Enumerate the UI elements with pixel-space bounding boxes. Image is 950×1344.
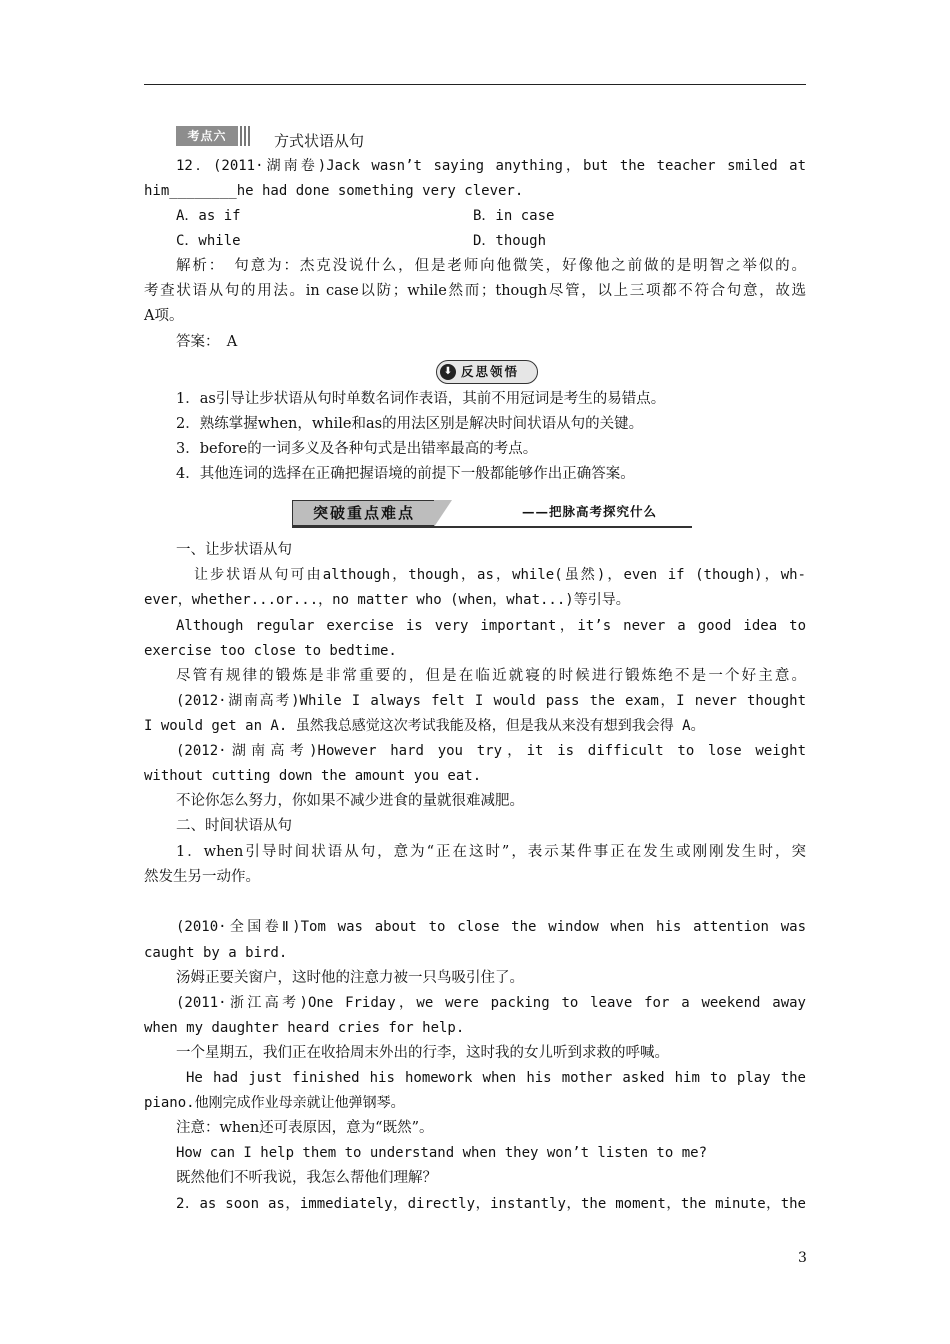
reflection-item-4: 4．其他连词的选择在正确把握语境的前提下一般都能够作出正确答案。	[176, 466, 635, 482]
part2-point-1b: 然发生另一动作。	[144, 869, 260, 885]
part1-example-1-cn: 尽管有规律的锻炼是非常重要的，但是在临近就寝的时候进行锻炼绝不是一个好主意。	[176, 668, 806, 684]
part2-example-3a: He had just finished his homework when his mother asked him to play the	[186, 1070, 806, 1086]
answer-line: 答案： A	[176, 334, 238, 350]
question-line-1: 12．(2011·湖南卷)Jack wasn’t saying anything，but the teacher smiled at	[176, 158, 806, 174]
part2-example-1b: caught by a bird.	[144, 945, 288, 961]
part1-example-2b: I would get an A. 虽然我总感觉这次考试我能及格，但是我从来没有想到我会得 A。	[144, 718, 705, 734]
part1-example-3b: without cutting down the amount you eat.	[144, 768, 482, 784]
part1-example-3a: (2012·湖南高考)However hard you try，it is difficult to lose weight	[176, 743, 806, 759]
option-c: C．while	[176, 233, 241, 249]
part2-point-1a: 1．when引导时间状语从句，意为“正在这时”，表示某件事正在发生或刚刚发生时，突	[176, 844, 806, 860]
part2-note-example: How can I help them to understand when they won’t listen to me?	[176, 1145, 708, 1161]
reflection-label: 反思领悟	[461, 364, 520, 379]
part1-intro-2: ever，whether...or...，no matter who (when，what...)等引导。	[144, 592, 630, 608]
section-banner	[292, 500, 692, 528]
part2-example-1a: (2010·全国卷Ⅱ)Tom was about to close the window when his attention was	[176, 919, 806, 935]
reflection-item-3: 3．before的一词多义及各种句式是出错率最高的考点。	[176, 441, 538, 457]
down-arrow-icon: ⬇	[440, 364, 456, 380]
analysis-line-2: 考查状语从句的用法。in case以防；while然而；though尽管，以上三项都不符合句意，故选	[144, 283, 806, 299]
part1-example-1a: Although regular exercise is very important，it’s never a good idea to	[176, 618, 806, 634]
part2-note: 注意：when还可表原因，意为“既然”。	[176, 1120, 434, 1136]
part1-example-1b: exercise too close to bedtime.	[144, 643, 397, 659]
question-line-2: him________he had done something very clever.	[144, 183, 524, 199]
banner-title: 突破重点难点	[292, 500, 435, 526]
part2-example-2-cn: 一个星期五，我们正在收拾周末外出的行李，这时我的女儿听到求救的呼喊。	[176, 1045, 669, 1061]
reflection-item-1: 1．as引导让步状语从句时单数名词作表语，其前不用冠词是考生的易错点。	[176, 391, 666, 407]
part2-example-2a: (2011·浙江高考)One Friday，we were packing to leave for a weekend away	[176, 995, 806, 1011]
banner-baseline	[292, 526, 692, 528]
section-tag-bars	[240, 126, 252, 146]
part2-note-cn: 既然他们不听我说，我怎么帮他们理解？	[176, 1170, 437, 1186]
part2-example-1-cn: 汤姆正要关窗户，这时他的注意力被一只鸟吸引住了。	[176, 970, 524, 986]
part1-intro-1: 让步状语从句可由although，though，as，while(虽然)，even if (though)，wh-	[194, 567, 806, 583]
banner-wedge	[434, 500, 452, 527]
part2-point-2: 2．as soon as，immediately，directly，instantly，the moment，the minute，the	[176, 1196, 806, 1212]
option-d: D．though	[473, 233, 547, 249]
analysis-line-3: A项。	[144, 308, 184, 324]
section-tag: 考点六	[176, 126, 238, 146]
header-rule	[144, 84, 806, 85]
option-b: B．in case	[473, 208, 555, 224]
banner-subtitle: ——把脉高考探究什么	[522, 504, 658, 519]
option-a: A．as if	[176, 208, 241, 224]
reflection-badge	[436, 360, 538, 384]
part1-example-2a: (2012·湖南高考)While I always felt I would pass the exam，I never thought	[176, 693, 806, 709]
reflection-item-2: 2．熟练掌握when，while和as的用法区别是解决时间状语从句的关键。	[176, 416, 644, 432]
part1-example-3-cn: 不论你怎么努力，你如果不减少进食的量就很难减肥。	[176, 793, 524, 809]
analysis-line-1: 解析： 句意为：杰克没说什么，但是老师向他微笑，好像他之前做的是明智之举似的。	[176, 258, 806, 274]
part2-example-2b: when my daughter heard cries for help.	[144, 1020, 465, 1036]
part2-example-3b: piano.他刚完成作业母亲就让他弹钢琴。	[144, 1095, 405, 1111]
part2-heading: 二、时间状语从句	[176, 818, 292, 834]
section-title: 方式状语从句	[274, 132, 365, 150]
part1-heading: 一、让步状语从句	[176, 542, 292, 558]
page-number: 3	[798, 1250, 807, 1266]
